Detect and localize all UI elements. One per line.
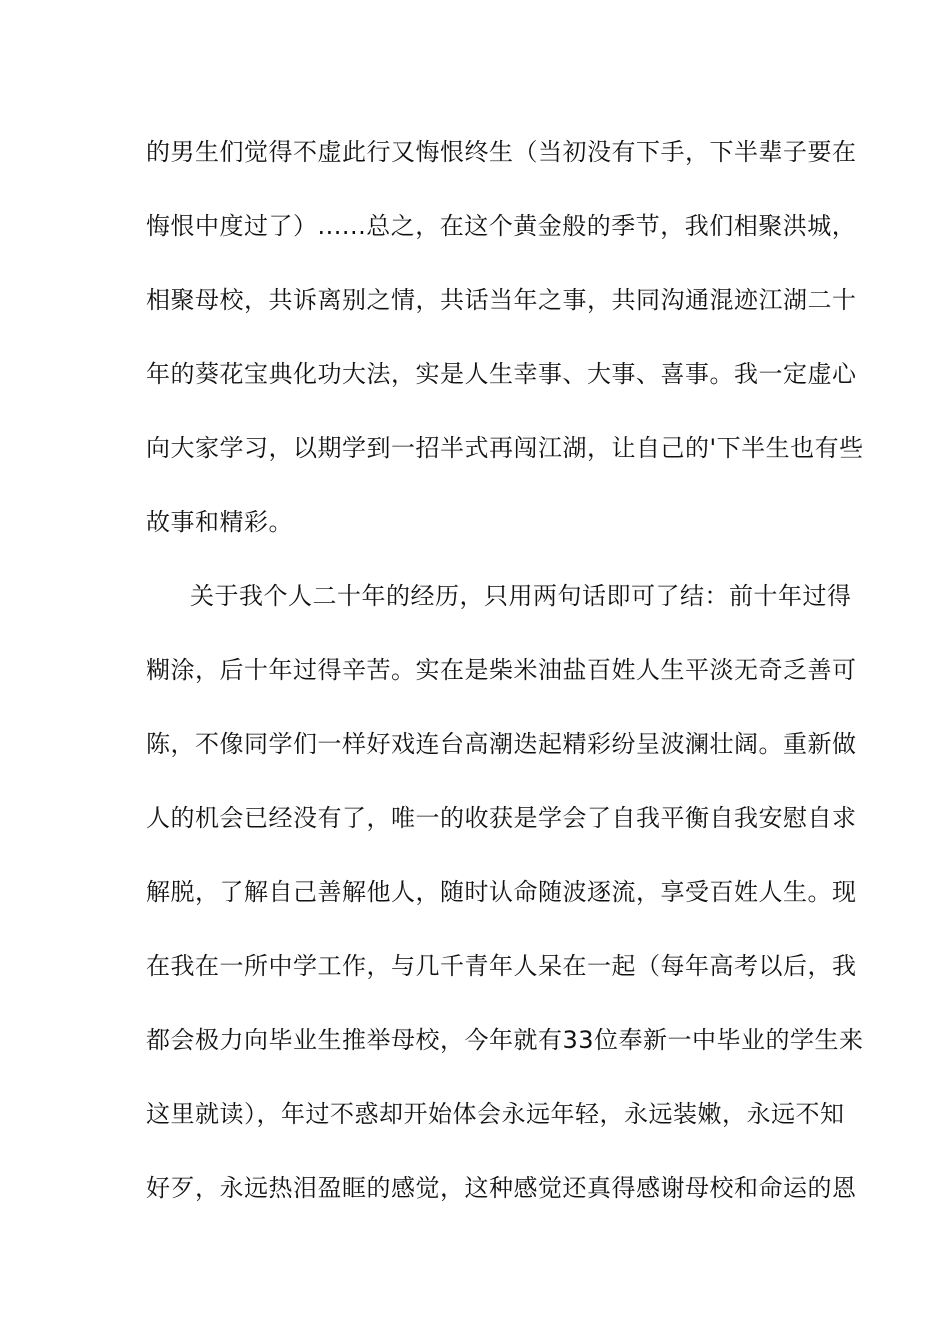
- text-line-5: 向大家学习，以期学到一招半式再闯江湖，让自己的'下半生也有些: [146, 434, 864, 462]
- text-line-15: 好歹，永远热泪盈眶的感觉，这种感觉还真得感谢母校和命运的恩: [146, 1174, 857, 1202]
- text-line-14: 这里就读），年过不惑却开始体会永远年轻，永远装嫩，永远不知: [146, 1100, 845, 1128]
- text-line-6: 故事和精彩。: [146, 508, 293, 536]
- text-line-8: 糊涂，后十年过得辛苦。实在是柴米油盐百姓人生平淡无奇乏善可: [146, 656, 857, 684]
- text-line-12: 在我在一所中学工作，与几千青年人呆在一起（每年高考以后，我: [146, 952, 857, 980]
- text-line-4: 年的葵花宝典化功大法，实是人生幸事、大事、喜事。我一定虚心: [146, 360, 857, 388]
- paragraph-2-first-line: 关于我个人二十年的经历，只用两句话即可了结：前十年过得: [190, 582, 852, 610]
- text-line-3: 相聚母校，共诉离别之情，共话当年之事，共同沟通混迹江湖二十: [146, 286, 857, 314]
- text-line-10: 人的机会已经没有了，唯一的收获是学会了自我平衡自我安慰自求: [146, 804, 857, 832]
- text-line-13: 都会极力向毕业生推举母校，今年就有33位奉新一中毕业的学生来: [146, 1026, 864, 1054]
- text-line-11: 解脱，了解自己善解他人，随时认命随波逐流，享受百姓人生。现: [146, 878, 857, 906]
- text-line-2: 悔恨中度过了）......总之，在这个黄金般的季节，我们相聚洪城，: [146, 212, 857, 240]
- text-line-1: 的男生们觉得不虚此行又悔恨终生（当初没有下手，下半辈子要在: [146, 138, 857, 166]
- text-line-9: 陈，不像同学们一样好戏连台高潮迭起精彩纷呈波澜壮阔。重新做: [146, 730, 857, 758]
